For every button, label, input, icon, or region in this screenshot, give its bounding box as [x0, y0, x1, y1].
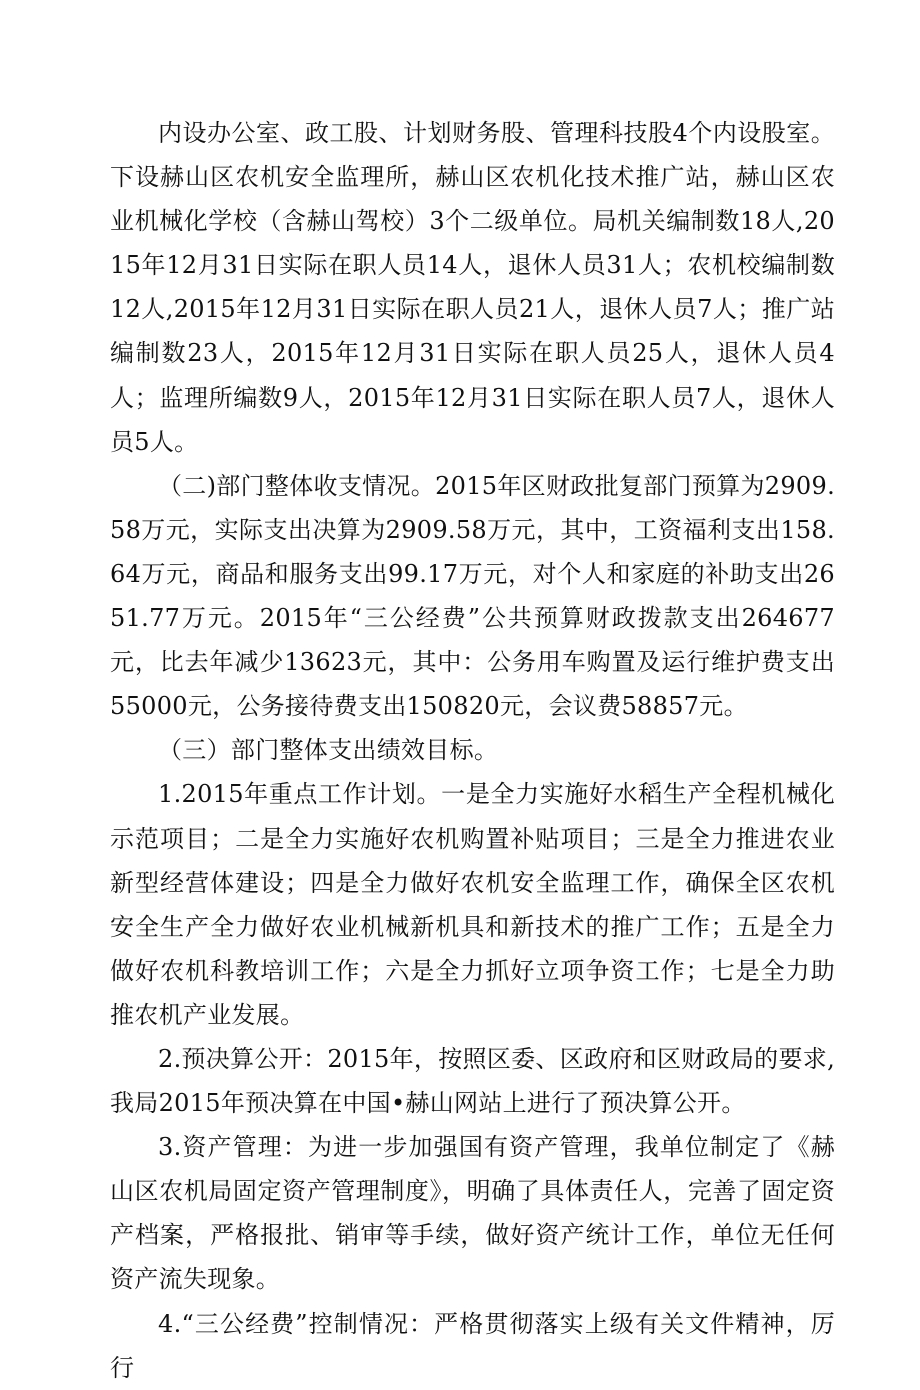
- section-heading-performance-goals: （三）部门整体支出绩效目标。: [158, 736, 499, 765]
- paragraph-three-public-expenses: 4.“三公经费”控制情况：严格贯彻落实上级有关文件精神，厉行: [110, 1309, 835, 1382]
- paragraph-work-plan: 1.2015年重点工作计划。一是全力实施好水稻生产全程机械化示范项目；二是全力实施好农机购置补贴项目；三是全力推进农业新型经营体建设；四是全力做好农机安全监理工作，确保全区农机安全生产全力做好农业机械新机具和新技术的推广工作；五是全力做好农机科教培训工作；六是全力抓好立项争资工作；七是全力助推农机产业发展。: [110, 780, 835, 1029]
- paragraph-income-expense: （二)部门整体收支情况。2015年区财政批复部门预算为2909.58万元，实际支出决算为2909.58万元，其中，工资福利支出158.64万元，商品和服务支出99.17万元，对个人和家庭的补助支出2651.77万元。2015年“三公经费”公共预算财政拨款支出264677元，比去年减少13623元，其中：公务用车购置及运行维护费支出55000元，公务接待费支出150820元，会议费58857元。: [110, 471, 835, 721]
- paragraph-asset-management: 3.资产管理：为进一步加强国有资产管理，我单位制定了《赫山区农机局固定资产管理制度》，明确了具体责任人，完善了固定资产档案，严格报批、销审等手续，做好资产统计工作，单位无任何资产流失现象。: [110, 1133, 835, 1294]
- paragraph-budget-disclosure: 2.预决算公开：2015年，按照区委、区政府和区财政局的要求,我局2015年预决算在中国•赫山网站上进行了预决算公开。: [110, 1044, 835, 1118]
- document-body: [110, 111, 835, 1390]
- paragraph-units: 内设办公室、政工股、计划财务股、管理科技股4个内设股室。下设赫山区农机安全监理所，赫山区农机化技术推广站，赫山区农业机械化学校（含赫山驾校）3个二级单位。局机关编制数18人,2015年12月31日实际在职人员14人，退休人员31人；农机校编制数12人,2015年12月31日实际在职人员21人，退休人员7人；推广站编制数23人，2015年12月31日实际在职人员25人，退休人员4人；监理所编数9人，2015年12月31日实际在职人员7人，退休人员5人。: [110, 119, 835, 456]
